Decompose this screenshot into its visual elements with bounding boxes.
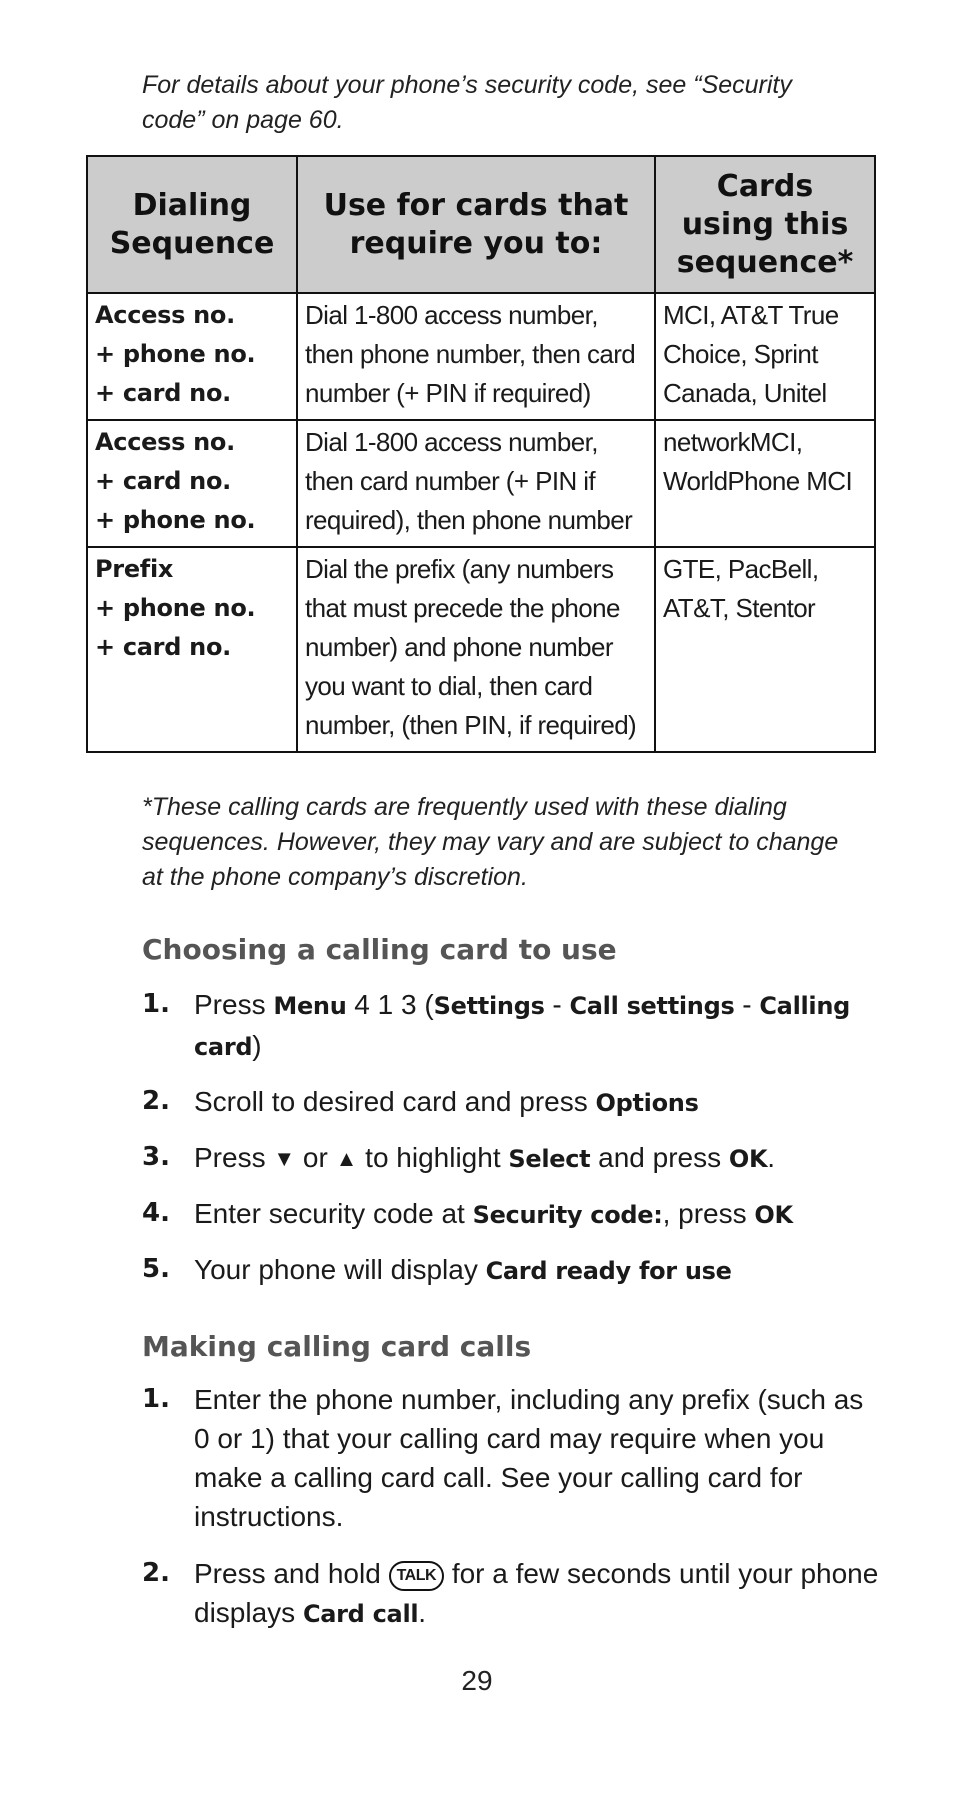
cards-cell — [655, 293, 875, 420]
cell-line: Choice, Sprint — [663, 339, 818, 369]
choosing-card-steps — [142, 985, 882, 1306]
step-text: . — [418, 1597, 427, 1628]
step-text: and press — [590, 1142, 729, 1173]
cards-cell — [655, 420, 875, 547]
step-text: - — [734, 989, 760, 1020]
menu-call-settings: Call settings — [569, 992, 735, 1020]
header-dialing-sequence — [87, 156, 297, 293]
header-use-for-cards — [297, 156, 655, 293]
cell-line: AT&T, Stentor — [663, 593, 816, 623]
step-item — [142, 1138, 882, 1179]
use-cell — [297, 420, 655, 547]
step-number: 2. — [142, 1558, 170, 1588]
table-row — [87, 547, 875, 752]
intro-note — [142, 68, 862, 138]
table-row — [87, 420, 875, 547]
option-select: Select — [508, 1145, 591, 1173]
table-header-row — [87, 156, 875, 293]
cell-line: + card no. — [95, 633, 231, 661]
cell-line: Dial the prefix (any numbers — [305, 554, 614, 584]
cell-line: Dial 1-800 access number, — [305, 300, 598, 330]
cell-line: Prefix — [95, 555, 174, 583]
step-text: or — [295, 1142, 336, 1173]
step-text: Enter the phone number, including any prefix (such as 0 or 1) that your calling card may require when you make a calling card call. See your calling card for instructions. — [194, 1384, 864, 1532]
cell-line: number (+ PIN if required) — [305, 378, 591, 408]
prompt-security-code: Security code: — [472, 1201, 663, 1229]
section-heading-choosing-card: Choosing a calling card to use — [142, 933, 617, 966]
cell-line: + card no. — [95, 467, 231, 495]
step-text: ) — [252, 1030, 262, 1061]
header-line: using this — [681, 206, 849, 242]
use-cell — [297, 293, 655, 420]
softkey-ok: OK — [728, 1145, 768, 1173]
step-item — [142, 1554, 882, 1634]
header-line: Dialing — [132, 187, 252, 223]
cards-cell — [655, 547, 875, 752]
step-number: 1. — [142, 989, 170, 1019]
cell-line: + phone no. — [95, 594, 256, 622]
cell-line: + phone no. — [95, 506, 256, 534]
cell-line: required), then phone number — [305, 505, 633, 535]
footnote-line: at the phone company’s discretion. — [142, 863, 528, 891]
step-text: for a few seconds until your phone displays — [194, 1558, 879, 1628]
making-calls-steps — [142, 1380, 882, 1652]
footnote-line: *These calling cards are frequently used with these dialing — [142, 793, 787, 821]
step-text: . — [767, 1142, 776, 1173]
cell-line: GTE, PacBell, — [663, 554, 819, 584]
dialing-sequence-table — [86, 155, 876, 753]
step-item — [142, 1380, 882, 1536]
sequence-cell — [87, 420, 297, 547]
cell-line: that must precede the phone — [305, 593, 620, 623]
menu-settings: Settings — [433, 992, 545, 1020]
key-menu: Menu — [273, 992, 347, 1020]
table-row — [87, 293, 875, 420]
display-card-ready: Card ready for use — [485, 1257, 732, 1285]
step-number: 1. — [142, 1384, 170, 1414]
softkey-options: Options — [595, 1089, 699, 1117]
cell-line: + phone no. — [95, 340, 256, 368]
cell-line: WorldPhone MCI — [663, 466, 853, 496]
cell-line: + card no. — [95, 379, 231, 407]
intro-note-line: code” on page 60. — [142, 106, 344, 134]
talk-key-icon: TALK — [389, 1561, 444, 1591]
use-cell — [297, 547, 655, 752]
up-arrow-icon: ▲ — [335, 1146, 358, 1171]
header-line: sequence* — [676, 244, 854, 280]
cell-line: then card number (+ PIN if — [305, 466, 596, 496]
header-cards-using-sequence — [655, 156, 875, 293]
cell-line: number, (then PIN, if required) — [305, 710, 637, 740]
step-text: Scroll to desired card and press — [194, 1086, 596, 1117]
intro-note-line: For details about your phone’s security code, see “Security — [142, 71, 792, 99]
cell-line: networkMCI, — [663, 427, 803, 457]
step-text: - — [544, 989, 570, 1020]
menu-calling-card: Calling card — [194, 992, 851, 1061]
step-text: 4 1 3 ( — [346, 989, 434, 1020]
footnote-line: sequences. However, they may vary and are subject to change — [142, 828, 839, 856]
header-line: Use for cards that — [323, 187, 629, 223]
step-number: 2. — [142, 1086, 170, 1116]
step-item — [142, 1082, 882, 1123]
cell-line: MCI, AT&T True — [663, 300, 839, 330]
step-item — [142, 985, 882, 1067]
step-number: 4. — [142, 1198, 170, 1228]
page-number: 29 — [461, 1665, 493, 1696]
step-number: 5. — [142, 1254, 170, 1284]
softkey-ok: OK — [754, 1201, 793, 1229]
step-text: Enter security code at — [194, 1198, 473, 1229]
sequence-cell — [87, 293, 297, 420]
cell-line: then phone number, then card — [305, 339, 636, 369]
cell-line: Access no. — [95, 301, 235, 329]
cell-line: you want to dial, then card — [305, 671, 593, 701]
cell-line: Access no. — [95, 428, 235, 456]
section-heading-making-calls: Making calling card calls — [142, 1330, 532, 1363]
step-text: Your phone will display — [194, 1254, 486, 1285]
header-line: Cards — [716, 168, 814, 204]
step-text: Press — [194, 989, 274, 1020]
step-item — [142, 1250, 882, 1291]
step-number: 3. — [142, 1142, 170, 1172]
table-footnote — [142, 790, 882, 895]
cell-line: Canada, Unitel — [663, 378, 827, 408]
cell-line: number) and phone number — [305, 632, 613, 662]
header-line: require you to: — [349, 225, 603, 261]
sequence-cell — [87, 547, 297, 752]
cell-line: Dial 1-800 access number, — [305, 427, 598, 457]
display-card-call: Card call — [302, 1600, 419, 1628]
header-line: Sequence — [109, 225, 275, 261]
step-text: , press — [662, 1198, 755, 1229]
step-text: to highlight — [357, 1142, 509, 1173]
step-text: Press and hold — [194, 1558, 389, 1589]
step-text: Press — [194, 1142, 274, 1173]
step-item — [142, 1194, 882, 1235]
down-arrow-icon: ▼ — [273, 1146, 296, 1171]
